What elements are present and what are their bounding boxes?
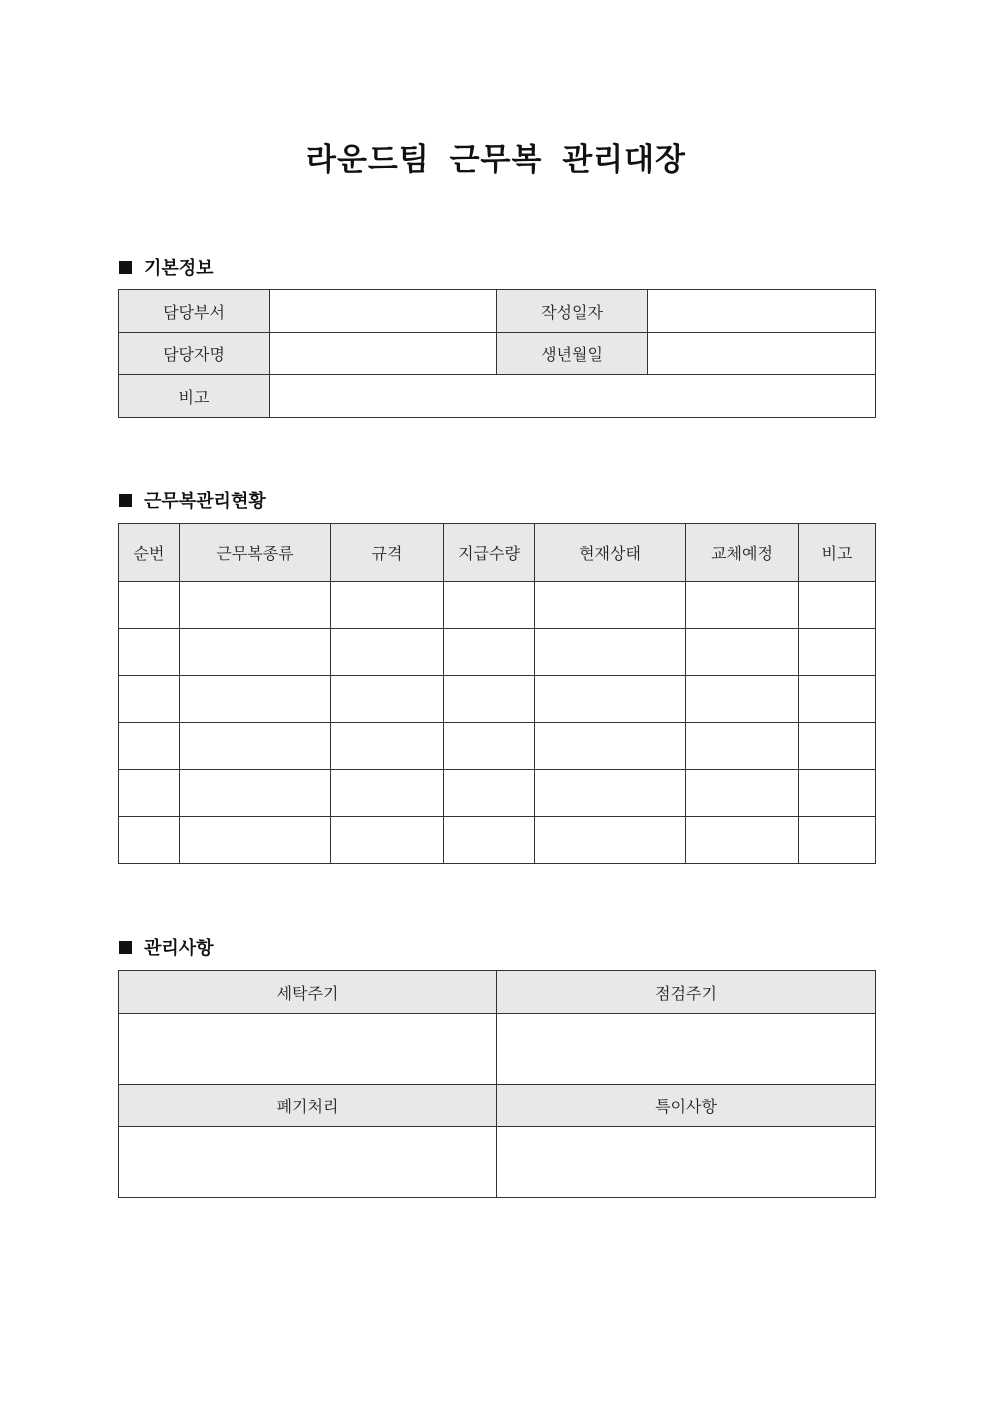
date-label: 작성일자 xyxy=(497,290,648,333)
disposal-label: 폐기처리 xyxy=(119,1085,497,1127)
table-cell[interactable] xyxy=(535,582,686,629)
table-cell[interactable] xyxy=(331,676,444,723)
table-cell[interactable] xyxy=(686,629,799,676)
col-header: 순번 xyxy=(119,524,180,582)
table-cell[interactable] xyxy=(444,676,535,723)
table-cell[interactable] xyxy=(180,582,331,629)
table-cell[interactable] xyxy=(799,629,876,676)
table-cell[interactable] xyxy=(444,770,535,817)
table-cell[interactable] xyxy=(535,817,686,864)
table-cell[interactable] xyxy=(180,817,331,864)
table-cell[interactable] xyxy=(799,582,876,629)
table-cell[interactable] xyxy=(180,676,331,723)
wash-cycle-field[interactable] xyxy=(119,1014,497,1085)
table-cell[interactable] xyxy=(331,817,444,864)
table-cell[interactable] xyxy=(180,629,331,676)
table-row xyxy=(119,770,876,817)
col-header: 지급수량 xyxy=(444,524,535,582)
table-cell[interactable] xyxy=(686,676,799,723)
square-bullet-icon xyxy=(119,261,132,274)
table-cell[interactable] xyxy=(119,770,180,817)
table-row xyxy=(119,629,876,676)
section-heading-management xyxy=(119,934,214,960)
col-header: 비고 xyxy=(799,524,876,582)
table-cell[interactable] xyxy=(444,629,535,676)
table-cell[interactable] xyxy=(686,770,799,817)
square-bullet-icon xyxy=(119,494,132,507)
table-cell[interactable] xyxy=(180,770,331,817)
uniform-status-table xyxy=(118,523,876,864)
dept-field[interactable] xyxy=(270,290,497,333)
page-title: 라운드팀 근무복 관리대장 xyxy=(306,142,686,178)
table-cell[interactable] xyxy=(799,723,876,770)
table-cell[interactable] xyxy=(799,770,876,817)
dept-label: 담당부서 xyxy=(119,290,270,333)
table-cell[interactable] xyxy=(119,676,180,723)
special-notes-label: 특이사항 xyxy=(497,1085,876,1127)
section-heading-status xyxy=(119,487,266,513)
disposal-field[interactable] xyxy=(119,1127,497,1198)
manager-field[interactable] xyxy=(270,333,497,375)
table-cell[interactable] xyxy=(119,582,180,629)
square-bullet-icon xyxy=(119,941,132,954)
section-heading-status-label: 근무복관리현황 xyxy=(144,491,266,512)
date-field[interactable] xyxy=(648,290,876,333)
table-cell[interactable] xyxy=(444,582,535,629)
table-cell[interactable] xyxy=(799,817,876,864)
special-notes-field[interactable] xyxy=(497,1127,876,1198)
table-cell[interactable] xyxy=(331,723,444,770)
table-cell[interactable] xyxy=(535,770,686,817)
table-cell[interactable] xyxy=(444,723,535,770)
col-header: 근무복종류 xyxy=(180,524,331,582)
table-row xyxy=(119,723,876,770)
section-heading-management-label: 관리사항 xyxy=(144,938,214,959)
table-cell[interactable] xyxy=(686,817,799,864)
col-header: 교체예정 xyxy=(686,524,799,582)
status-header-row xyxy=(119,524,876,582)
note-field[interactable] xyxy=(270,375,876,418)
table-row xyxy=(119,582,876,629)
table-cell[interactable] xyxy=(686,723,799,770)
col-header: 규격 xyxy=(331,524,444,582)
table-cell[interactable] xyxy=(119,629,180,676)
table-cell[interactable] xyxy=(180,723,331,770)
birth-field[interactable] xyxy=(648,333,876,375)
section-heading-basic-label: 기본정보 xyxy=(144,258,214,279)
section-heading-basic xyxy=(119,254,214,280)
inspect-cycle-field[interactable] xyxy=(497,1014,876,1085)
note-label: 비고 xyxy=(119,375,270,418)
table-cell[interactable] xyxy=(535,629,686,676)
table-cell[interactable] xyxy=(119,817,180,864)
table-cell[interactable] xyxy=(331,629,444,676)
management-table xyxy=(118,970,876,1198)
table-cell[interactable] xyxy=(535,676,686,723)
inspect-cycle-label: 점검주기 xyxy=(497,971,876,1014)
basic-info-table xyxy=(118,289,876,418)
table-cell[interactable] xyxy=(444,817,535,864)
table-row xyxy=(119,676,876,723)
table-cell[interactable] xyxy=(331,770,444,817)
table-cell[interactable] xyxy=(535,723,686,770)
table-cell[interactable] xyxy=(119,723,180,770)
wash-cycle-label: 세탁주기 xyxy=(119,971,497,1014)
table-row xyxy=(119,817,876,864)
table-cell[interactable] xyxy=(331,582,444,629)
col-header: 현재상태 xyxy=(535,524,686,582)
manager-label: 담당자명 xyxy=(119,333,270,375)
table-cell[interactable] xyxy=(686,582,799,629)
birth-label: 생년월일 xyxy=(497,333,648,375)
table-cell[interactable] xyxy=(799,676,876,723)
